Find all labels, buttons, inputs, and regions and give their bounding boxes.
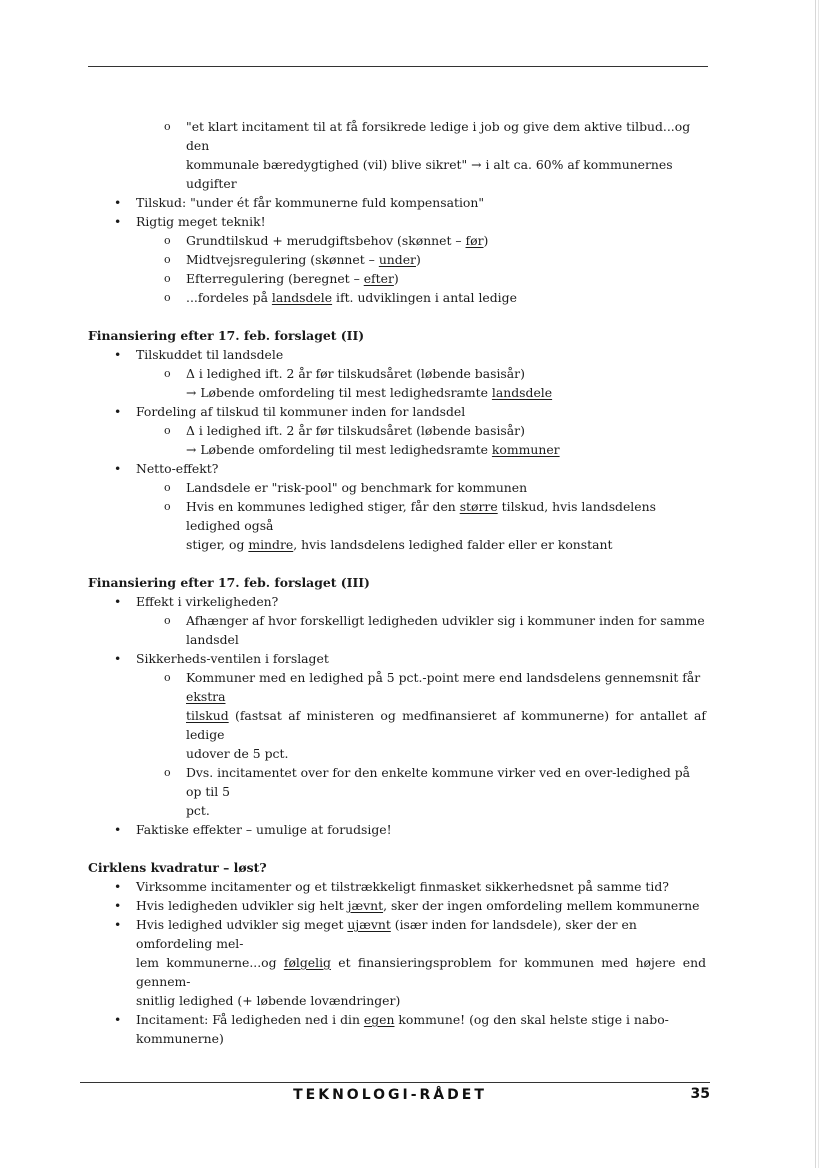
underlined-text: før — [465, 233, 484, 248]
text-segment: kommunerne) — [136, 1031, 224, 1046]
text-segment: Δ i ledighed ift. 2 år før tilskudsåret (løbende basisår) — [186, 423, 525, 438]
text-segment: Hvis en kommunes ledighed stiger, får den — [186, 499, 460, 514]
text-segment: Incitament: Få ledigheden ned i din — [136, 1012, 364, 1027]
underlined-text: egen — [363, 1012, 395, 1027]
bullet-item — [88, 459, 706, 478]
text-segment: Hvis ledigheden udvikler sig helt — [136, 898, 348, 913]
text-segment: Dvs. incitamentet over for den enkelte kommune virker ved en over-ledighed på op til 5 — [186, 765, 691, 799]
bullet-item — [88, 896, 706, 915]
text-segment: udover de 5 pct. — [186, 746, 289, 761]
text-segment: snitlig ledighed (+ løbende lovændringer) — [136, 993, 401, 1008]
continuation-line — [88, 953, 706, 991]
sub-bullet-marker: o — [164, 481, 171, 494]
bullet-item — [88, 345, 706, 364]
bullet-marker: • — [114, 461, 122, 476]
underlined-text: følgelig — [283, 955, 331, 970]
bullet-marker: • — [114, 822, 122, 837]
text-segment: ) — [483, 233, 489, 248]
footer-title: TEKNOLOGI-RÅDET — [293, 1087, 487, 1103]
text-segment: (især inden for landsdele), sker der en omfordeling mel- — [136, 917, 637, 951]
top-rule — [88, 66, 708, 67]
sub-bullet-marker: o — [164, 253, 171, 266]
sub-bullet-marker: o — [164, 272, 171, 285]
underlined-text: jævnt — [347, 898, 384, 913]
bullet-marker: • — [114, 195, 122, 210]
sub-bullet-item — [88, 364, 706, 383]
sub-bullet-marker: o — [164, 367, 171, 380]
text-segment: (fastsat af ministeren og medfinansieret af kommunerne) for antallet af ledige — [186, 708, 706, 742]
text-segment: Finansiering efter 17. feb. forslaget (III) — [88, 575, 370, 590]
sub-bullet-marker: o — [164, 766, 171, 779]
bullet-marker: • — [114, 917, 122, 932]
text-segment: Kommuner med en ledighed på 5 pct.-point mere end landsdelens gennemsnit får — [186, 670, 701, 685]
text-segment: Δ i ledighed ift. 2 år før tilskudsåret (løbende basisår) — [186, 366, 525, 381]
bullet-marker: • — [114, 898, 122, 913]
sub-bullet-item — [88, 668, 706, 706]
bullet-marker: • — [114, 347, 122, 362]
underlined-text: ujævnt — [347, 917, 391, 932]
text-segment: Landsdele er "risk-pool" og benchmark for kommunen — [186, 480, 528, 495]
underlined-text: efter — [363, 271, 394, 286]
text-segment: , sker der ingen omfordeling mellem kommunerne — [383, 898, 700, 913]
sub-bullet-item — [88, 497, 706, 535]
section-heading — [88, 858, 706, 877]
underlined-text: landsdele — [491, 385, 553, 400]
text-segment: kommunale bæredygtighed (vil) blive sikret" → i alt ca. 60% af kommunernes udgifter — [186, 157, 673, 191]
sub-bullet-item — [88, 269, 706, 288]
text-segment: landsdel — [186, 632, 239, 647]
underlined-text: under — [378, 252, 416, 267]
continuation-line — [88, 440, 706, 459]
underlined-text: ekstra — [186, 689, 226, 704]
text-segment: → Løbende omfordeling til mest ledighedsramte — [186, 385, 492, 400]
text-segment: pct. — [186, 803, 210, 818]
sub-bullet-item — [88, 611, 706, 630]
text-segment: Efterregulering (beregnet – — [186, 271, 364, 286]
spacer — [88, 554, 706, 573]
page-number: 35 — [690, 1086, 710, 1102]
bullet-marker: • — [114, 404, 122, 419]
text-segment: Hvis ledighed udvikler sig meget — [136, 917, 348, 932]
text-segment: Tilskuddet til landsdele — [136, 347, 284, 362]
text-segment: Tilskud: "under ét får kommunerne fuld kompensation" — [136, 195, 485, 210]
sub-bullet-item — [88, 421, 706, 440]
bullet-item — [88, 212, 706, 231]
sub-bullet-item — [88, 478, 706, 497]
bullet-item — [88, 1010, 706, 1029]
text-segment: , hvis landsdelens ledighed falder eller er konstant — [293, 537, 613, 552]
text-segment: "et klart incitament til at få forsikrede ledige i job og give dem aktive tilbud...og den — [186, 119, 691, 153]
text-segment: lem kommunerne...og — [136, 955, 284, 970]
text-segment: ...fordeles på — [186, 290, 272, 305]
text-segment: tilskud, hvis landsdelens ledighed også — [186, 499, 656, 533]
document-body — [88, 117, 706, 1048]
bullet-item — [88, 915, 706, 953]
sub-bullet-marker: o — [164, 671, 171, 684]
text-segment: Cirklens kvadratur – løst? — [88, 860, 267, 875]
bullet-item — [88, 649, 706, 668]
bullet-marker: • — [114, 879, 122, 894]
sub-bullet-item — [88, 288, 706, 307]
text-segment: Afhænger af hvor forskelligt ledigheden udvikler sig i kommuner inden for samme — [186, 613, 705, 628]
bullet-marker: • — [114, 651, 122, 666]
text-segment: Sikkerheds-ventilen i forslaget — [136, 651, 329, 666]
text-segment: et finansieringsproblem for kommunen med højere end gennem- — [136, 955, 706, 989]
text-segment: Virksomme incitamenter og et tilstrækkeligt finmasket sikkerhedsnet på samme tid? — [136, 879, 669, 894]
sub-bullet-item — [88, 763, 706, 801]
text-segment: Fordeling af tilskud til kommuner inden for landsdel — [136, 404, 466, 419]
bullet-item — [88, 402, 706, 421]
text-segment: stiger, og — [186, 537, 249, 552]
sub-bullet-marker: o — [164, 291, 171, 304]
sub-bullet-marker: o — [164, 424, 171, 437]
sub-bullet-marker: o — [164, 614, 171, 627]
text-segment: Faktiske effekter – umulige at forudsige! — [136, 822, 392, 837]
text-segment: Midtvejsregulering (skønnet – — [186, 252, 379, 267]
continuation-line — [88, 630, 706, 649]
bullet-item — [88, 820, 706, 839]
page-edge-line-inner — [818, 0, 819, 1168]
text-segment: → Løbende omfordeling til mest ledighedsramte — [186, 442, 492, 457]
continuation-line — [88, 535, 706, 554]
section-heading — [88, 326, 706, 345]
sub-bullet-item — [88, 250, 706, 269]
text-segment: ift. udviklingen i antal ledige — [332, 290, 517, 305]
page-edge-line — [815, 0, 816, 1168]
bullet-marker: • — [114, 594, 122, 609]
bullet-item — [88, 877, 706, 896]
text-segment: ) — [393, 271, 399, 286]
continuation-line — [88, 383, 706, 402]
text-segment: Netto-effekt? — [136, 461, 219, 476]
spacer — [88, 839, 706, 858]
underlined-text: tilskud — [186, 708, 229, 723]
underlined-text: kommuner — [491, 442, 560, 457]
bullet-item — [88, 592, 706, 611]
bullet-marker: • — [114, 1012, 122, 1027]
text-segment: kommune! (og den skal helste stige i nabo- — [394, 1012, 669, 1027]
continuation-line — [88, 991, 706, 1010]
text-segment: ) — [415, 252, 421, 267]
bottom-rule — [80, 1082, 710, 1083]
sub-bullet-marker: o — [164, 234, 171, 247]
sub-bullet-item — [88, 117, 706, 155]
text-segment: Effekt i virkeligheden? — [136, 594, 279, 609]
text-segment: Rigtig meget teknik! — [136, 214, 266, 229]
section-heading — [88, 573, 706, 592]
continuation-line — [88, 155, 706, 193]
text-segment: Grundtilskud + merudgiftsbehov (skønnet – — [186, 233, 466, 248]
continuation-line — [88, 706, 706, 744]
underlined-text: landsdele — [271, 290, 333, 305]
text-segment: Finansiering efter 17. feb. forslaget (II) — [88, 328, 365, 343]
underlined-text: mindre — [248, 537, 294, 552]
continuation-line — [88, 744, 706, 763]
bullet-item — [88, 193, 706, 212]
spacer — [88, 307, 706, 326]
continuation-line — [88, 801, 706, 820]
underlined-text: større — [459, 499, 498, 514]
continuation-line — [88, 1029, 706, 1048]
sub-bullet-marker: o — [164, 120, 171, 133]
bullet-marker: • — [114, 214, 122, 229]
sub-bullet-marker: o — [164, 500, 171, 513]
sub-bullet-item — [88, 231, 706, 250]
